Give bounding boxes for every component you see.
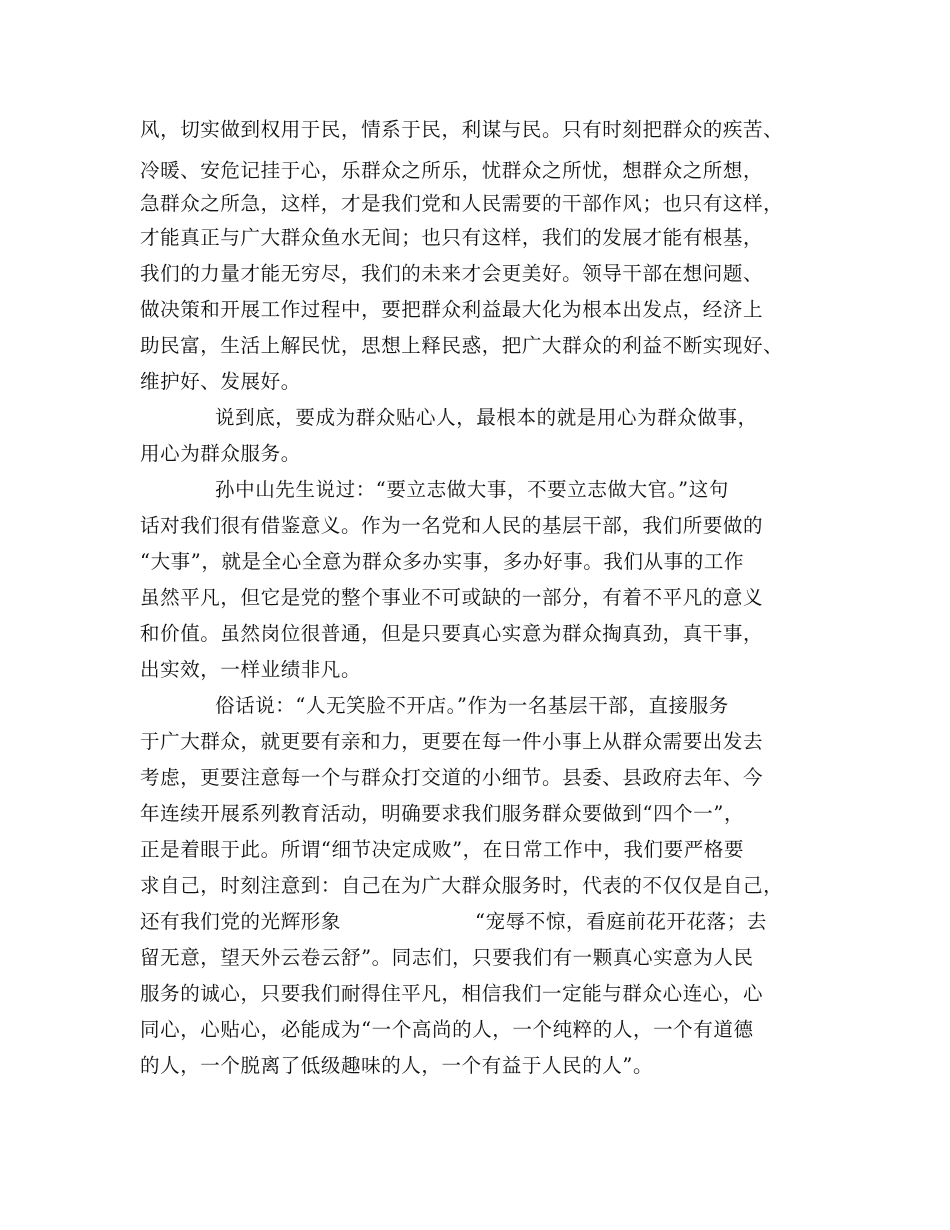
text-line: 急群众之所急，这样，才是我们党和人民需要的干部作风；也只有这样， bbox=[140, 192, 784, 215]
paragraph-first-line: 孙中山先生说过：“要立志做大事，不要立志做大官。”这句 bbox=[215, 478, 729, 501]
text-line: 助民富，生活上解民忧，思想上释民惑，把广大群众的利益不断实现好、 bbox=[140, 334, 784, 357]
text-line: 求自己，时刻注意到：自己在为广大群众服务时，代表的不仅仅是自己， bbox=[140, 874, 784, 897]
text-line: 的人，一个脱离了低级趣味的人，一个有益于人民的人”。 bbox=[140, 1054, 654, 1077]
text-line: 于广大群众，就更要有亲和力，更要在每一件小事上从群众需要出发去 bbox=[140, 730, 764, 753]
text-line: 同心，心贴心，必能成为“一个高尚的人，一个纯粹的人，一个有道德 bbox=[140, 1018, 754, 1041]
text-line: 服务的诚心，只要我们耐得住平凡，相信我们一定能与群众心连心，心 bbox=[140, 982, 764, 1005]
text-line: 出实效，一样业绩非凡。 bbox=[140, 658, 362, 681]
text-line: 考虑，更要注意每一个与群众打交道的小细节。县委、县政府去年、今 bbox=[140, 766, 764, 789]
text-segment: “宠辱不惊，看庭前花开花落；去 bbox=[475, 910, 767, 933]
text-line: 做决策和开展工作过程中，要把群众利益最大化为根本出发点，经济上 bbox=[140, 298, 764, 321]
text-line: 才能真正与广大群众鱼水无间；也只有这样，我们的发展才能有根基， bbox=[140, 226, 764, 249]
text-line-with-gap bbox=[140, 910, 767, 934]
text-line: 我们的力量才能无穷尽，我们的未来才会更美好。领导干部在想问题、 bbox=[140, 262, 764, 285]
text-line: 维护好、发展好。 bbox=[140, 370, 301, 393]
text-segment: 还有我们党的光辉形象 bbox=[140, 910, 342, 933]
text-line: 正是着眼于此。所谓“细节决定成败”，在日常工作中，我们要严格要 bbox=[140, 838, 745, 861]
text-line: “大事”，就是全心全意为群众多办实事，多办好事。我们从事的工作 bbox=[140, 550, 745, 573]
text-line: 话对我们很有借鉴意义。作为一名党和人民的基层干部，我们所要做的 bbox=[140, 514, 764, 537]
text-line: 留无意，望天外云卷云舒”。同志们，只要我们有一颗真心实意为人民 bbox=[140, 946, 754, 969]
text-line: 用心为群众服务。 bbox=[140, 442, 301, 465]
text-line: 和价值。虽然岗位很普通，但是只要真心实意为群众掏真劲，真干事， bbox=[140, 622, 764, 645]
text-line: 虽然平凡，但它是党的整个事业不可或缺的一部分，有着不平凡的意义 bbox=[140, 586, 764, 609]
paragraph-first-line: 俗话说：“人无笑脸不开店。”作为一名基层干部，直接服务 bbox=[215, 694, 729, 717]
paragraph-first-line: 说到底，要成为群众贴心人，最根本的就是用心为群众做事， bbox=[215, 406, 758, 429]
text-line: 年连续开展系列教育活动，明确要求我们服务群众要做到“四个一”， bbox=[140, 802, 745, 825]
text-line: 冷暖、安危记挂于心，乐群众之所乐，忧群众之所忧，想群众之所想， bbox=[140, 159, 764, 182]
text-line: 风，切实做到权用于民，情系于民，利谋与民。只有时刻把群众的疾苦、 bbox=[140, 118, 784, 141]
